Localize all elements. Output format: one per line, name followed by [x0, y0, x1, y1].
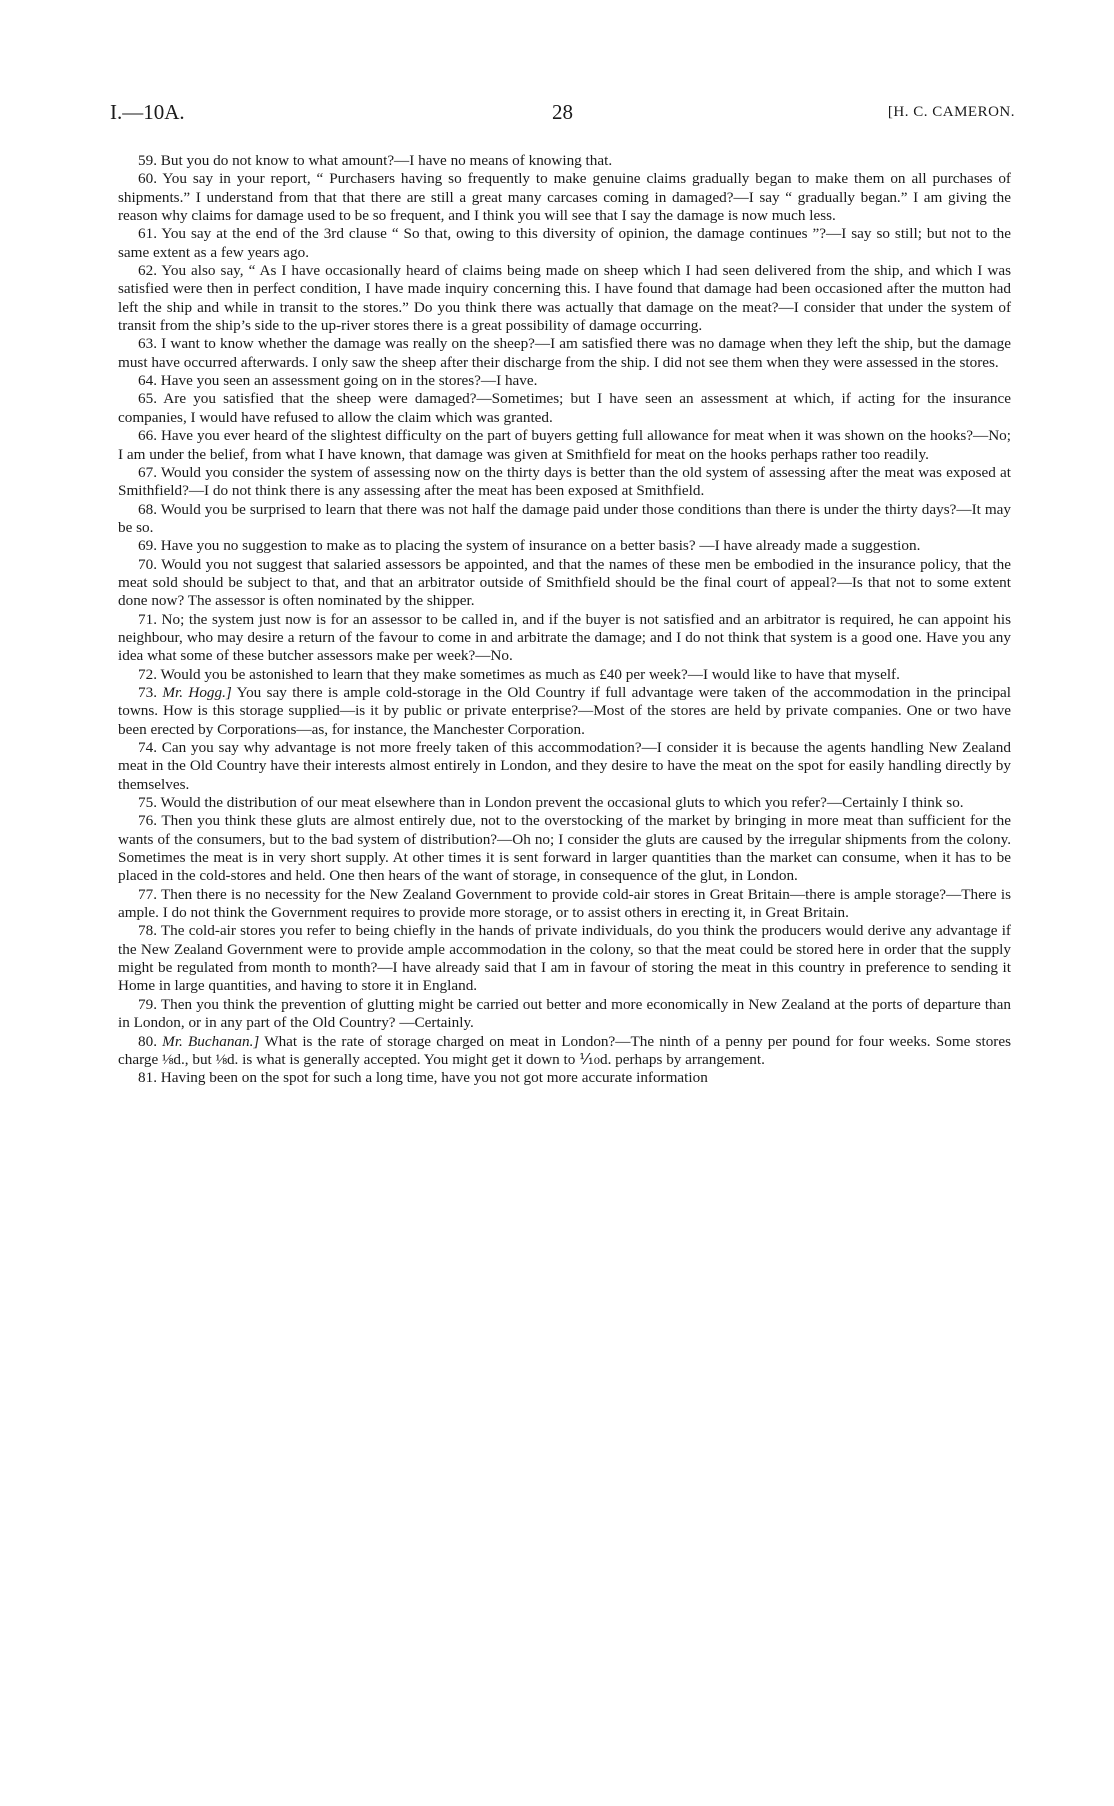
paragraph-61: 61. You say at the end of the 3rd clause “ So that, owing to this diversity of opinion, the damage continues ”?—I say so still; but not to the same extent as a few years ago.	[118, 225, 1011, 261]
paragraph-65: 65. Are you satisfied that the sheep were damaged?—Sometimes; but I have seen an assessment at which, if acting for the insurance companies, I would have refused to allow the claim which was granted.	[118, 390, 1011, 426]
paragraph-69: 69. Have you no suggestion to make as to placing the system of insurance on a better basis? —I have already made a suggestion.	[138, 537, 921, 555]
paragraph-68: 68. Would you be surprised to learn that there was not half the damage paid under those conditions than there is under the thirty days?—It may be so.	[118, 500, 1011, 536]
speaker-name: Mr. Buchanan.]	[162, 1032, 260, 1050]
witness-name: [H. C. CAMERON.	[887, 104, 1015, 120]
paragraph-73	[118, 684, 1011, 739]
question-number: 80.	[138, 1032, 157, 1050]
paragraph-71: 71. No; the system just now is for an assessor to be called in, and if the buyer is not satisfied and an arbitrator is required, he can appoint his neighbour, who may desire a return of the favour to come in and arbitrate the damage; and I do not think that system is a good one. Have you any idea what some of these butcher assessors make per week?—No.	[118, 610, 1011, 665]
paragraph-70: 70. Would you not suggest that salaried assessors be appointed, and that the names of these men be embodied in the insurance policy, that the meat sold should be subject to that, and that an arbitrator outside of Smithfield should be the final court of appeal?—Is that not to some extent done now? The assessor is often nominated by the shipper.	[118, 555, 1011, 610]
paragraph-78: 78. The cold-air stores you refer to being chiefly in the hands of private individuals, do you think the producers would derive any advantage if the New Zealand Government were to provide ample accommodation in the colony, so that the meat could be stored here in order that the supply might be regulated from month to month?—I have already said that I am in favour of storing the meat in this country in preference to sending it Home in large quantities, and having to store it in England.	[118, 922, 1011, 995]
paragraph-75: 75. Would the distribution of our meat elsewhere than in London prevent the occasional gluts to which you refer?—Certainly I think so.	[138, 794, 964, 812]
paragraph-79: 79. Then you think the prevention of glutting might be carried out better and more economically in New Zealand at the ports of departure than in London, or in any part of the Old Country? —Certainly.	[118, 995, 1011, 1032]
paragraph-80	[118, 1033, 1011, 1070]
paragraph-62: 62. You also say, “ As I have occasionally heard of claims being made on sheep which I had seen delivered from the ship, and which I was satisfied were then in perfect condition, I have made inquiry concerning this. I have found that damage had been occasioned after the mutton had left the ship and while in transit to the stores.” Do you think there was actually that damage on the meat?—I consider that under the system of transit from the ship’s side to the up-river stores there is a great possibility of damage occurring.	[118, 262, 1011, 335]
speaker-name: Mr. Hogg.]	[162, 683, 232, 701]
paragraph-64: 64. Have you seen an assessment going on in the stores?—I have.	[138, 372, 538, 390]
paragraph-text: You say there is ample cold-storage in the Old Country if full advantage were taken of the accommodation in the principal towns. How is this storage supplied—is it by public or private enterprise?—Most of the stores are held by private companies. One or two have been erected by Corporations—as, for instance, the Manchester Corporation.	[118, 683, 1011, 738]
question-number: 73.	[138, 683, 157, 701]
paragraph-77: 77. Then there is no necessity for the New Zealand Government to provide cold-air stores in Great Britain—there is ample storage?—There is ample. I do not think the Government requires to provide more storage, or to assist others in erecting it, in Great Britain.	[118, 885, 1011, 922]
paragraph-81: 81. Having been on the spot for such a long time, have you not got more accurate information	[138, 1069, 708, 1087]
page-number: 28	[552, 100, 573, 124]
paragraph-67: 67. Would you consider the system of assessing now on the thirty days is better than the old system of assessing after the meat was exposed at Smithfield?—I do not think there is any assessing after the meat has been exposed at Smithfield.	[118, 463, 1011, 500]
paragraph-76: 76. Then you think these gluts are almost entirely due, not to the overstocking of the market by bringing in more meat than sufficient for the wants of the consumers, but to the bad system of distribution?—Oh no; I consider the gluts are caused by the irregular shipments from the colony. Sometimes the meat is in very short supply. At other times it is sent forward in larger quantities than the market can consume, when it has to be placed in the cold-stores and held. One then hears of the want of storage, in consequence of the glut, in London.	[118, 812, 1011, 885]
paragraph-74: 74. Can you say why advantage is not more freely taken of this accommodation?—I consider it is because the agents handling New Zealand meat in the Old Country have their interests almost entirely in London, and they desire to have the meat on the spot for easily handling directly by themselves.	[118, 739, 1011, 793]
document-body	[118, 152, 1011, 1088]
paragraph-text: What is the rate of storage charged on meat in London?—The ninth of a penny per pound for four weeks. Some stores charge ⅛d., but ⅛d. is what is generally accepted. You might get it down to ⅒d. perhaps by arrangement.	[118, 1032, 1011, 1068]
page-header	[110, 100, 1015, 130]
document-reference: I.—10A.	[110, 100, 185, 124]
paragraph-66: 66. Have you ever heard of the slightest difficulty on the part of buyers getting full allowance for meat when it was shown on the hooks?—No; I am under the belief, from what I have known, that damage was given at Smithfield for meat on the hooks perhaps rather too readily.	[118, 427, 1011, 463]
paragraph-72: 72. Would you be astonished to learn that they make sometimes as much as £40 per week?—I would like to have that myself.	[138, 665, 900, 683]
paragraph-63: 63. I want to know whether the damage was really on the sheep?—I am satisfied there was no damage when they left the ship, but the damage must have occurred afterwards. I only saw the sheep after their discharge from the ship. I did not see them when they were assessed in the stores.	[118, 335, 1011, 371]
paragraph-59: 59. But you do not know to what amount?—I have no means of knowing that.	[138, 152, 613, 169]
paragraph-60: 60. You say in your report, “ Purchasers having so frequently to make genuine claims gradually began to make them on all purchases of shipments.” I understand from that that there are still a great many carcases coming in damaged?—I say “ gradually began.” I am giving the reason why claims for damage used to be so frequent, and I think you will see that I say the damage is now much less.	[118, 170, 1011, 225]
